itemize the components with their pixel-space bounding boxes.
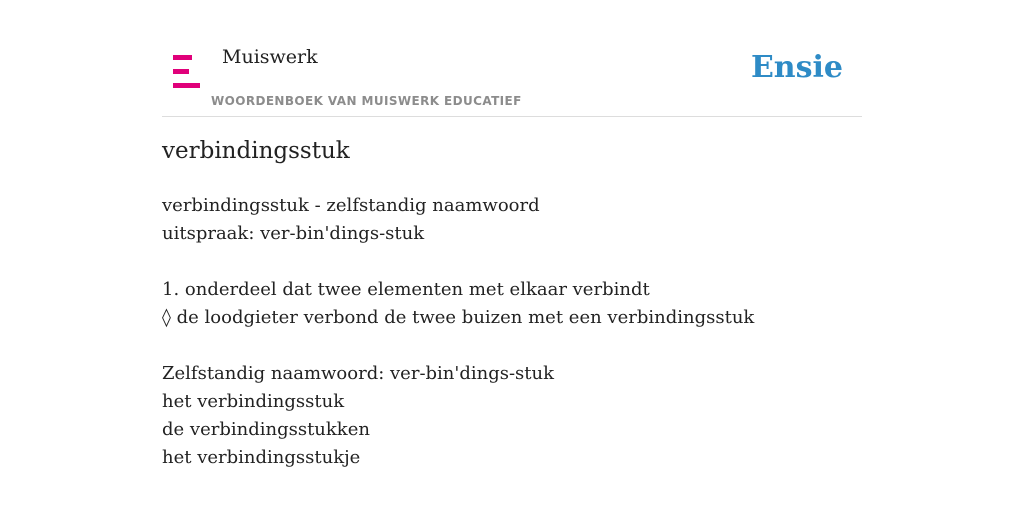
form-singular: het verbindingsstuk	[162, 391, 345, 412]
pronunciation-line: uitspraak: ver-bin'dings-stuk	[162, 223, 425, 244]
logo-bar-bottom	[173, 83, 200, 88]
forms-heading: Zelfstandig naamwoord: ver-bin'dings-stuk	[162, 363, 555, 384]
definition-line: 1. onderdeel dat twee elementen met elkaar verbindt	[162, 279, 650, 300]
site-name-link[interactable]: Muiswerk	[222, 46, 318, 68]
logo-bar-middle	[173, 69, 189, 74]
logo-bar-top	[173, 55, 192, 60]
spacer	[162, 248, 862, 276]
form-plural: de verbindingsstukken	[162, 419, 370, 440]
dictionary-subtitle: WOORDENBOEK VAN MUISWERK EDUCATIEF	[211, 94, 522, 108]
ensie-brand-logo[interactable]: Ensie	[750, 50, 843, 85]
page-title: verbindingsstuk	[162, 138, 350, 164]
example-line: ◊ de loodgieter verbond de twee buizen met een verbindingsstuk	[162, 307, 755, 328]
part-of-speech-line: verbindingsstuk - zelfstandig naamwoord	[162, 195, 540, 216]
muiswerk-logo-icon[interactable]	[173, 55, 200, 88]
site-header	[162, 0, 862, 117]
form-diminutive: het verbindingsstukje	[162, 447, 361, 468]
entry-body	[162, 192, 862, 472]
spacer	[162, 332, 862, 360]
